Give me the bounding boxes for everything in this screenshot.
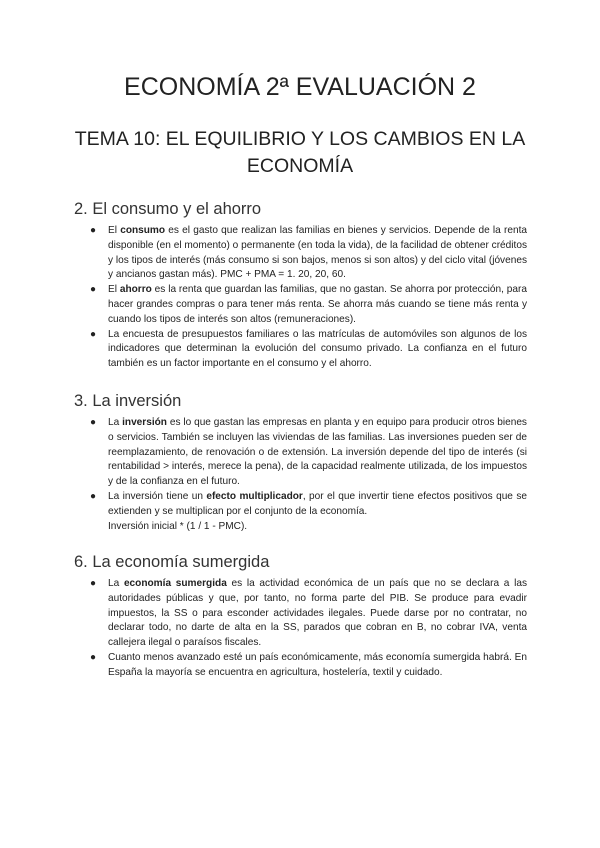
bullet-icon: ●	[90, 578, 97, 589]
list-item	[88, 416, 527, 490]
bullet-text: La inversión tiene un	[108, 490, 207, 502]
bullet-text: es lo que gastan las empresas en planta y en equipo para producir otros bienes o servicios. También se incluyen las viviendas de las familias. Las inversiones pueden ser de reemplazamiento, de renovación o de extensión. La inversión depende del tipo de interés (si rentabilidad > interés, merece la pena), de la capacidad realmente utilizada, de los impuestos y de la confianza en el futuro.	[108, 417, 527, 488]
section-list-economia-sumergida	[88, 577, 527, 681]
document-title: ECONOMÍA 2ª EVALUACIÓN 2	[124, 73, 476, 101]
bullet-text: es la renta que guardan las familias, que no gastan. Se ahorra por protección, para hacer grandes compras o para tener más renta. Se ahorra más cuando se tiene más renta y cuando los tipos de interés son altos (remuneraciones).	[108, 284, 527, 325]
bullet-keyword: efecto multiplicador	[206, 490, 303, 502]
bullet-text: Cuanto menos avanzado esté un país económicamente, más economía sumergida habrá. En España la mayoría se encuentra en agricultura, hostelería, textil y cuidado.	[108, 651, 527, 678]
list-item	[88, 283, 527, 327]
section-heading-economia-sumergida: 6. La economía sumergida	[74, 553, 270, 571]
formula-text: Inversión inicial * (1 / 1 - PMC).	[108, 520, 248, 532]
bullet-icon: ●	[90, 651, 97, 663]
bullet-keyword: inversión	[122, 417, 167, 428]
bullet-text: , por el que invertir tiene efectos positivos que se extienden y se multiplican por el conjunto de la economía.	[108, 490, 527, 517]
bullet-text: es la actividad económica de un país que no se declara a las autoridades públicas y que, por tanto, no forma parte del PIB. Se produce para evadir impuestos, la SS o para esconder actividades ilegales. Puede darse por no contratar, no declarar todo, no darte de alta en la SS, parados que cobran en B, no cobrar IVA, venta callejera ilegal o paraísos fiscales.	[108, 578, 527, 649]
list-item	[88, 490, 527, 534]
topic-title: TEMA 10: EL EQUILIBRIO Y LOS CAMBIOS EN LA ECONOMÍA	[74, 128, 526, 177]
bullet-text: La	[108, 417, 123, 428]
bullet-icon: ●	[90, 284, 97, 296]
section-heading-consumo: 2. El consumo y el ahorro	[74, 200, 262, 218]
bullet-text: El	[108, 284, 120, 296]
bullet-text: La	[108, 578, 124, 589]
list-item	[88, 577, 527, 651]
section-heading-inversion: 3. La inversión	[74, 392, 182, 410]
bullet-text: es el gasto que realizan las familias en bienes y servicios. Depende de la renta disponible (en el momento) o permanente (en toda la vida), de la facilidad de obtener créditos y los tipos de interés (más consumo si son bajos, menos si son altos) y del ciclo vital (jóvenes y ancianos gastan más). PMC + PMA = 1. 20, 20, 60.	[108, 225, 528, 281]
bullet-icon: ●	[90, 417, 97, 428]
bullet-icon: ●	[90, 225, 97, 236]
bullet-keyword: economía sumergida	[123, 578, 227, 589]
list-item	[88, 651, 527, 681]
bullet-keyword: ahorro	[119, 284, 152, 296]
bullet-text: La encuesta de presupuestos familiares o las matrículas de automóviles son algunos de los indicadores que determinan la evolución del consumo privado. La confianza en el futuro también es un factor importante en el consumo y el ahorro.	[108, 328, 527, 370]
section-list-inversion	[88, 416, 527, 534]
bullet-icon: ●	[90, 328, 97, 340]
list-item	[88, 224, 527, 283]
bullet-icon: ●	[90, 490, 97, 502]
bullet-keyword: consumo	[120, 225, 166, 236]
bullet-text: El	[108, 225, 121, 236]
list-item	[88, 328, 527, 372]
section-list-consumo	[88, 224, 527, 372]
